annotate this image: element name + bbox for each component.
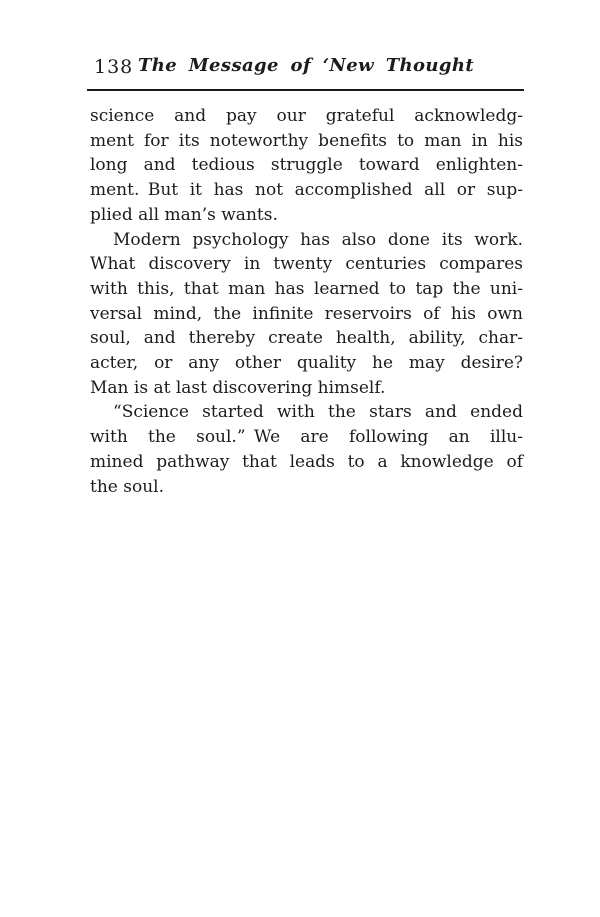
running-title: The Message of ‘New Thought — [137, 55, 475, 76]
paragraph — [90, 104, 523, 228]
text-line: ment. But it has not accomplished all or sup- — [90, 180, 523, 201]
header-rule — [87, 89, 524, 91]
text-line: versal mind, the infinite reservoirs of his own — [90, 303, 523, 324]
text-line: Modern psychology has also done its work. — [113, 229, 523, 250]
text-line: the soul. — [90, 476, 164, 497]
text-line: plied all man’s wants. — [90, 204, 278, 225]
paragraph — [90, 228, 523, 401]
text-line: with the soul.” We are following an illu- — [90, 427, 523, 448]
text-line: “Science started with the stars and ended — [113, 402, 523, 423]
text-line: soul, and thereby create health, ability, char- — [90, 328, 523, 349]
text-line: Man is at last discovering himself. — [90, 377, 386, 398]
paragraph — [90, 400, 523, 499]
text-line: What discovery in twenty centuries compares — [90, 254, 523, 275]
text-line: mined pathway that leads to a knowledge of — [90, 451, 523, 472]
page-number: 138 — [94, 56, 134, 78]
text-line: ment for its noteworthy benefits to man in his — [90, 130, 523, 151]
page-header — [88, 54, 524, 82]
text-line: acter, or any other quality he may desire? — [90, 353, 523, 374]
text-line: long and tedious struggle toward enlighten- — [90, 155, 523, 176]
text-line: with this, that man has learned to tap the uni- — [90, 278, 523, 299]
text-line: science and pay our grateful acknowledg- — [90, 106, 523, 126]
page-body — [90, 104, 523, 499]
